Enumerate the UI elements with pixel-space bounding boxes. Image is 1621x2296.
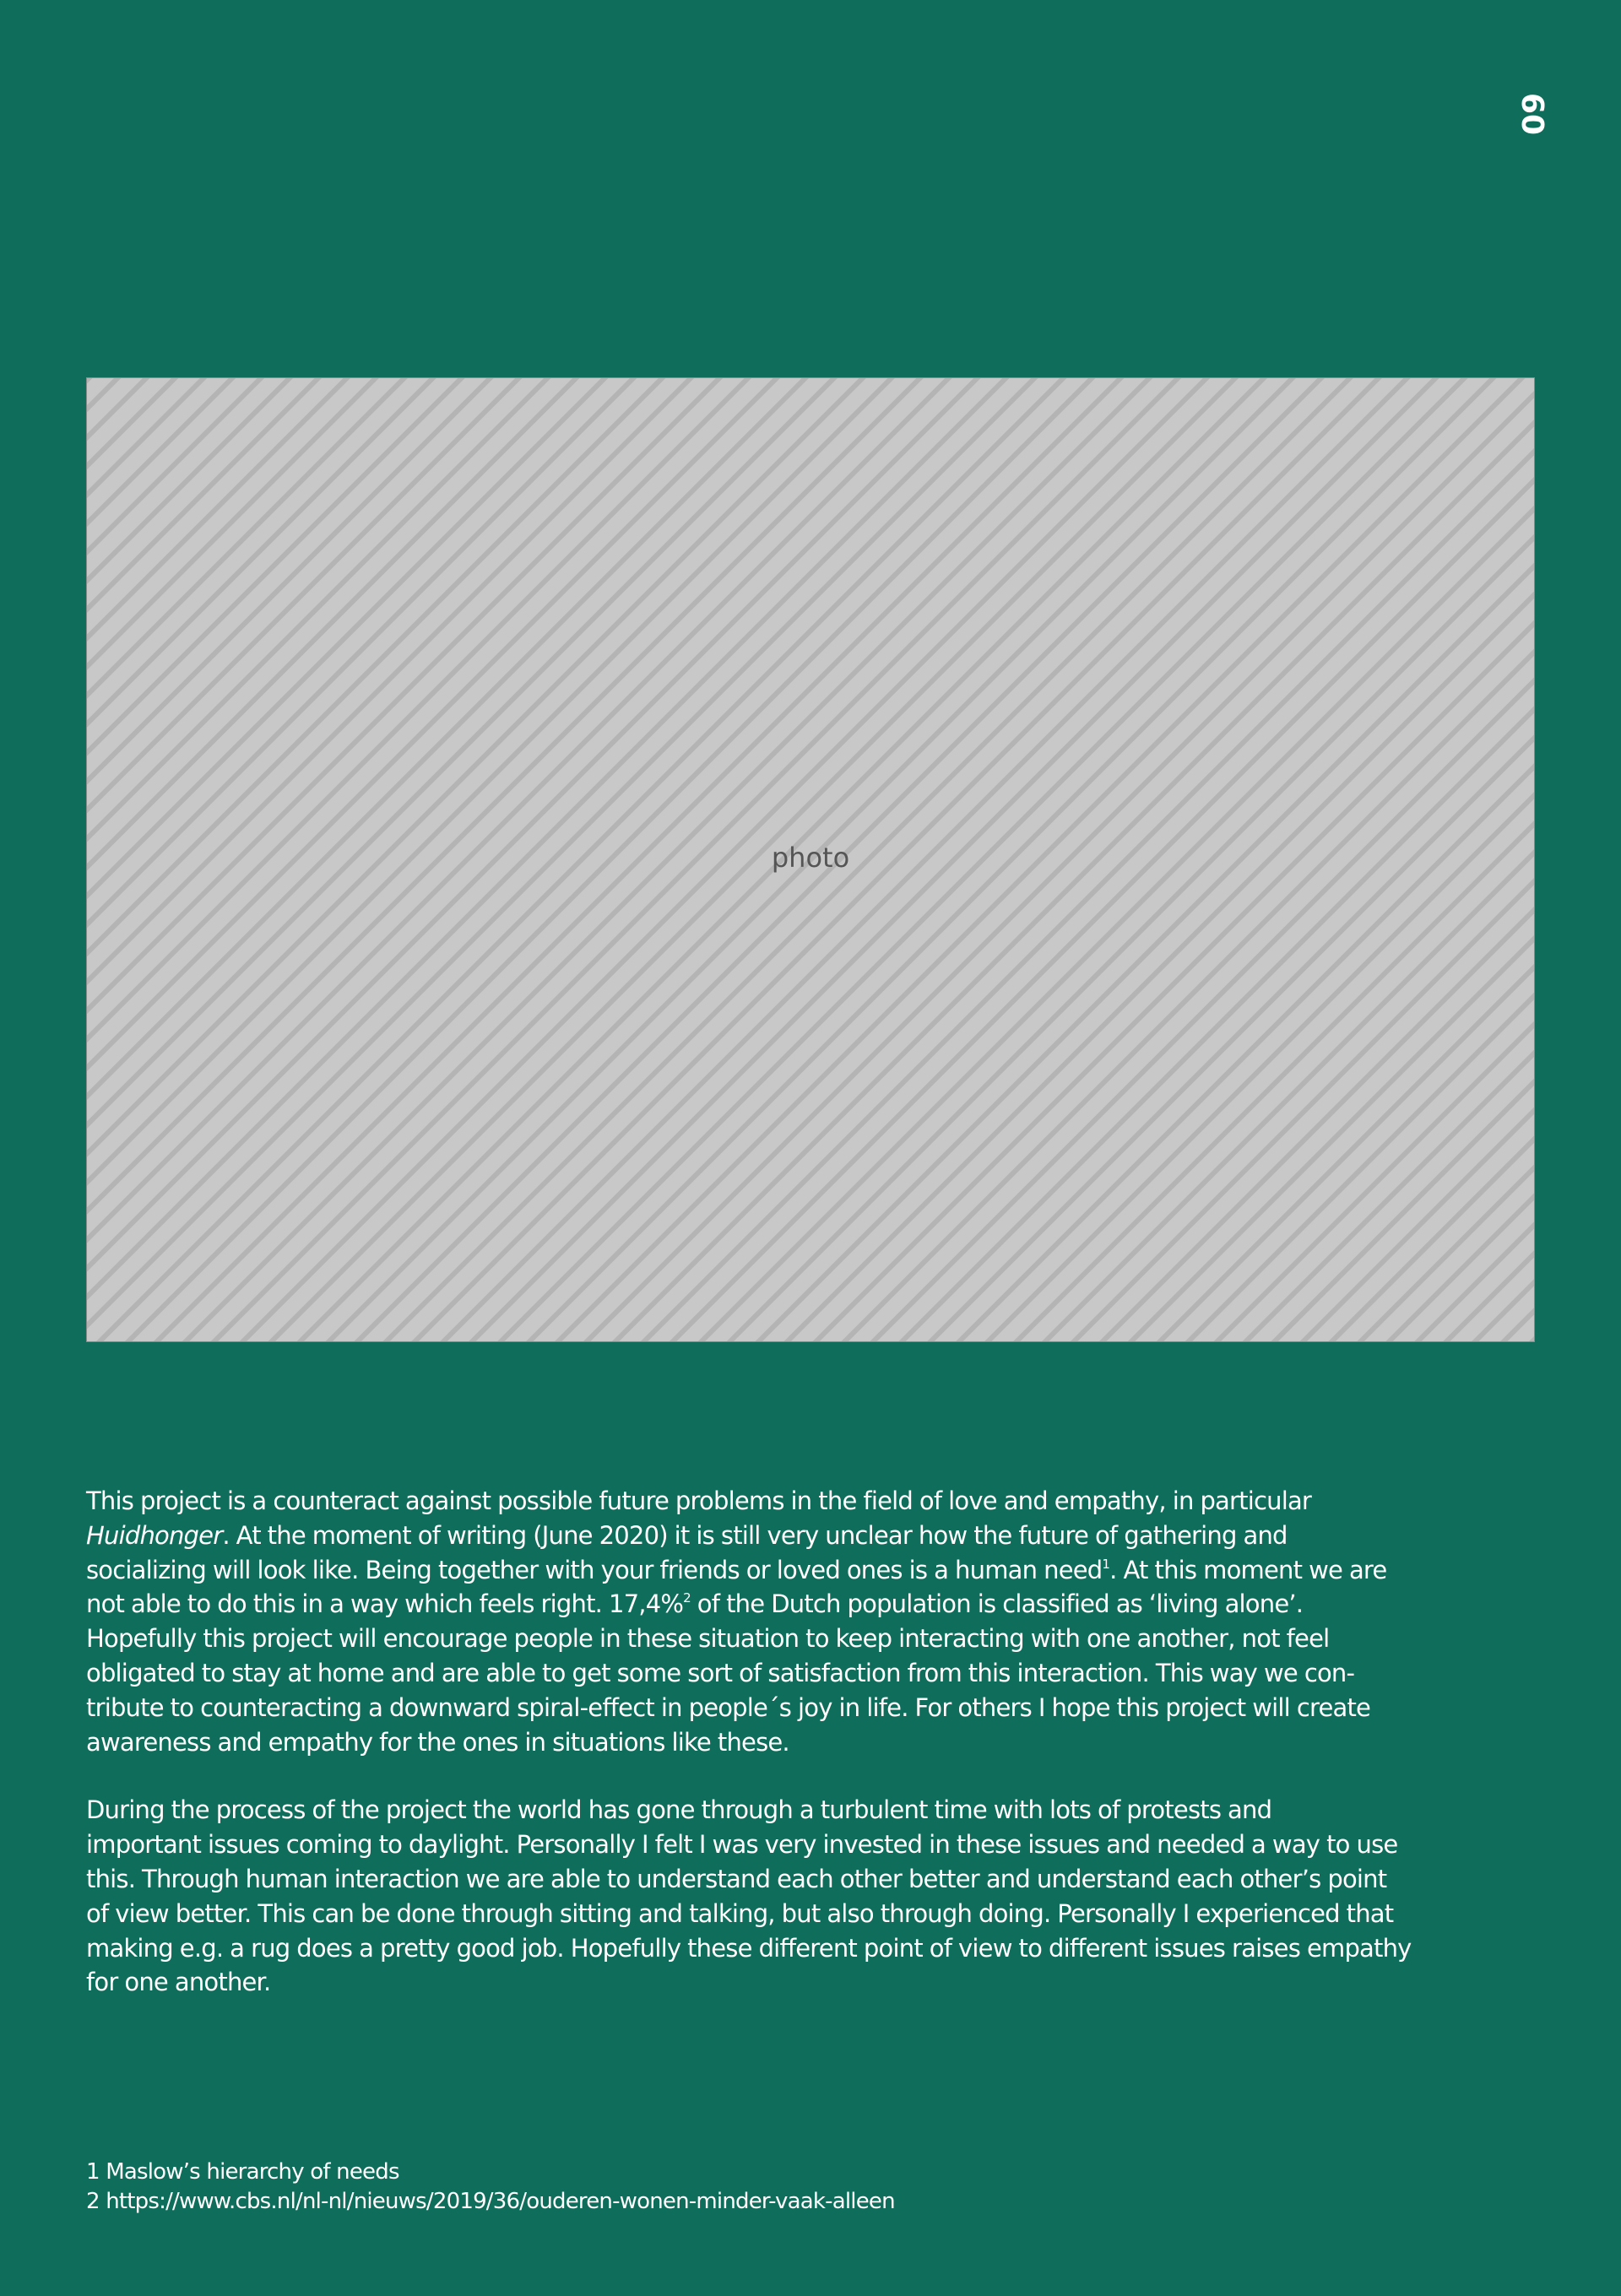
svg-text:photo: photo: [771, 842, 850, 874]
paragraph-1-line-6: obligated to stay at home and are able to get some sort of satisfaction from this interaction. This way we con-: [86, 1658, 1355, 1687]
paragraph-1-line-7: tribute to counteracting a downward spiral-effect in people´s joy in life. For others I hope this project will create: [86, 1692, 1371, 1722]
paragraph-1: [86, 1484, 1555, 1759]
paragraph-2-line-4: of view better. This can be done through sitting and talking, but also through doing. Personally I experienced that: [86, 1898, 1394, 1928]
paragraph-1-line-5: Hopefully this project will encourage people in these situation to keep interacting with one another, not feel: [86, 1624, 1330, 1654]
term-huidhonger: Huidhonger: [86, 1520, 223, 1550]
paragraph-1-line-2-text: . At the moment of writing (June 2020) it is still very unclear how the future of gathering and: [222, 1520, 1288, 1550]
footnote-ref-2: 2: [683, 1590, 691, 1606]
paragraph-2-line-3: this. Through human interaction we are able to understand each other better and understand each other’s point: [86, 1864, 1387, 1893]
paragraph-2-line-2: important issues coming to daylight. Personally I felt I was very invested in these issues and needed a way to use: [86, 1830, 1398, 1860]
paragraph-1-line-1: This project is a counteract against possible future problems in the field of love and empathy, in particular: [86, 1486, 1312, 1515]
paragraph-1-line-8: awareness and empathy for the ones in situations like these.: [86, 1727, 789, 1757]
body-text: [86, 1484, 1555, 2033]
paragraph-1-line-2: [86, 1519, 1555, 1553]
paragraph-2-line-5: making e.g. a rug does a pretty good job. Hopefully these different point of view to different issues raises empathy: [86, 1933, 1412, 1963]
park-photo-placeholder: [86, 377, 1535, 1342]
park-photo: [86, 377, 1535, 1342]
paragraph-1-line-3: [86, 1553, 1555, 1588]
footnote-2: 2 https://www.cbs.nl/nl-nl/nieuws/2019/36/ouderen-wonen-minder-vaak-alleen: [86, 2189, 895, 2214]
paragraph-2: [86, 1793, 1555, 2000]
paragraph-1-line-4-text-a: not able to do this in a way which feels right. 17,4%: [86, 1589, 684, 1619]
paragraph-1-line-4: [86, 1587, 1555, 1622]
footnote-ref-1: 1: [1102, 1556, 1110, 1572]
footnote-1: 1 Maslow’s hierarchy of needs: [86, 2159, 399, 2185]
footnotes: [86, 2158, 895, 2217]
paragraph-2-line-6: for one another.: [86, 1968, 271, 1997]
paragraph-2-line-1: During the process of the project the world has gone through a turbulent time with lots of protests and: [86, 1795, 1272, 1825]
page-number: 60: [1515, 93, 1549, 136]
paragraph-1-line-3-text-b: . At this moment we are: [1109, 1555, 1387, 1584]
paragraph-1-line-4-text-b: of the Dutch population is classified as ‘living alone’.: [690, 1589, 1304, 1619]
paragraph-1-line-3-text-a: socializing will look like. Being together with your friends or loved ones is a human need: [86, 1555, 1103, 1584]
